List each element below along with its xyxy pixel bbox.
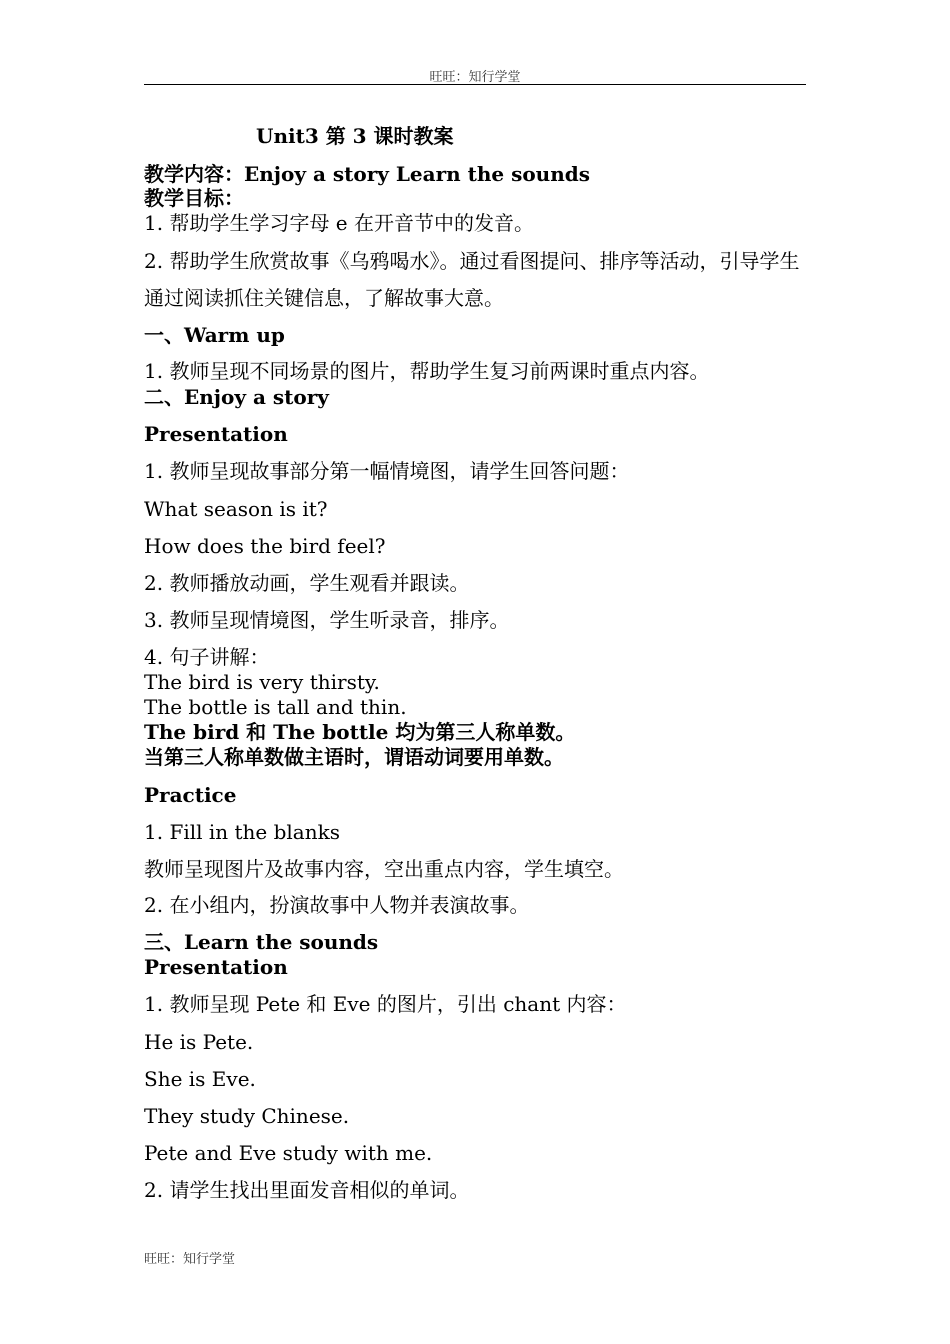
sounds-step-2: 2. 请学生找出里面发音相似的单词。: [144, 1178, 470, 1202]
teaching-goals-label: 教学目标：: [144, 186, 244, 210]
sounds-step-1: 1. 教师呈现 Pete 和 Eve 的图片，引出 chant 内容：: [144, 992, 627, 1016]
page-header: 旺旺：知行学堂: [429, 70, 521, 85]
document-title: Unit3 第 3 课时教案: [256, 124, 454, 148]
chant-line-4: Pete and Eve study with me.: [144, 1141, 433, 1165]
chant-line-1: He is Pete.: [144, 1030, 254, 1054]
story-step-1: 1. 教师呈现故事部分第一幅情境图，请学生回答问题：: [144, 459, 630, 483]
chant-line-2: She is Eve.: [144, 1067, 256, 1091]
story-question-1: What season is it?: [144, 497, 328, 521]
story-step-3: 3. 教师呈现情境图，学生听录音，排序。: [144, 608, 510, 632]
section-enjoy-story-title: 二、Enjoy a story: [144, 385, 329, 409]
story-step-2: 2. 教师播放动画，学生观看并跟读。: [144, 571, 470, 595]
story-question-2: How does the bird feel?: [144, 534, 386, 558]
grammar-note-1: The bird 和 The bottle 均为第三人称单数。: [144, 720, 576, 744]
example-sentence-1: The bird is very thirsty.: [144, 670, 380, 694]
story-presentation-heading: Presentation: [144, 422, 288, 446]
goal-item-1: 1. 帮助学生学习字母 e 在开音节中的发音。: [144, 211, 534, 235]
practice-item-1: 1. Fill in the blanks: [144, 820, 340, 844]
warm-up-item-1: 1. 教师呈现不同场景的图片，帮助学生复习前两课时重点内容。: [144, 359, 710, 383]
chant-line-3: They study Chinese.: [144, 1104, 350, 1128]
section-warm-up-title: 一、Warm up: [144, 323, 285, 347]
grammar-note-2: 当第三人称单数做主语时，谓语动词要用单数。: [144, 745, 564, 769]
story-step-4: 4. 句子讲解：: [144, 645, 270, 669]
sounds-presentation-heading: Presentation: [144, 955, 288, 979]
goal-item-2: 2. 帮助学生欣赏故事《乌鸦喝水》。通过看图提问、排序等活动，引导学生通过阅读抓住关键信息，了解故事大意。: [144, 249, 800, 310]
header-rule: [144, 84, 806, 85]
teaching-content-label: 教学内容：Enjoy a story Learn the sounds: [144, 162, 591, 186]
section-learn-sounds-title: 三、Learn the sounds: [144, 930, 379, 954]
page-footer: 旺旺：知行学堂: [144, 1252, 236, 1267]
practice-item-2: 2. 在小组内，扮演故事中人物并表演故事。: [144, 893, 530, 917]
example-sentence-2: The bottle is tall and thin.: [144, 695, 407, 719]
practice-item-1-description: 教师呈现图片及故事内容，空出重点内容，学生填空。: [144, 857, 624, 881]
story-practice-heading: Practice: [144, 783, 237, 807]
